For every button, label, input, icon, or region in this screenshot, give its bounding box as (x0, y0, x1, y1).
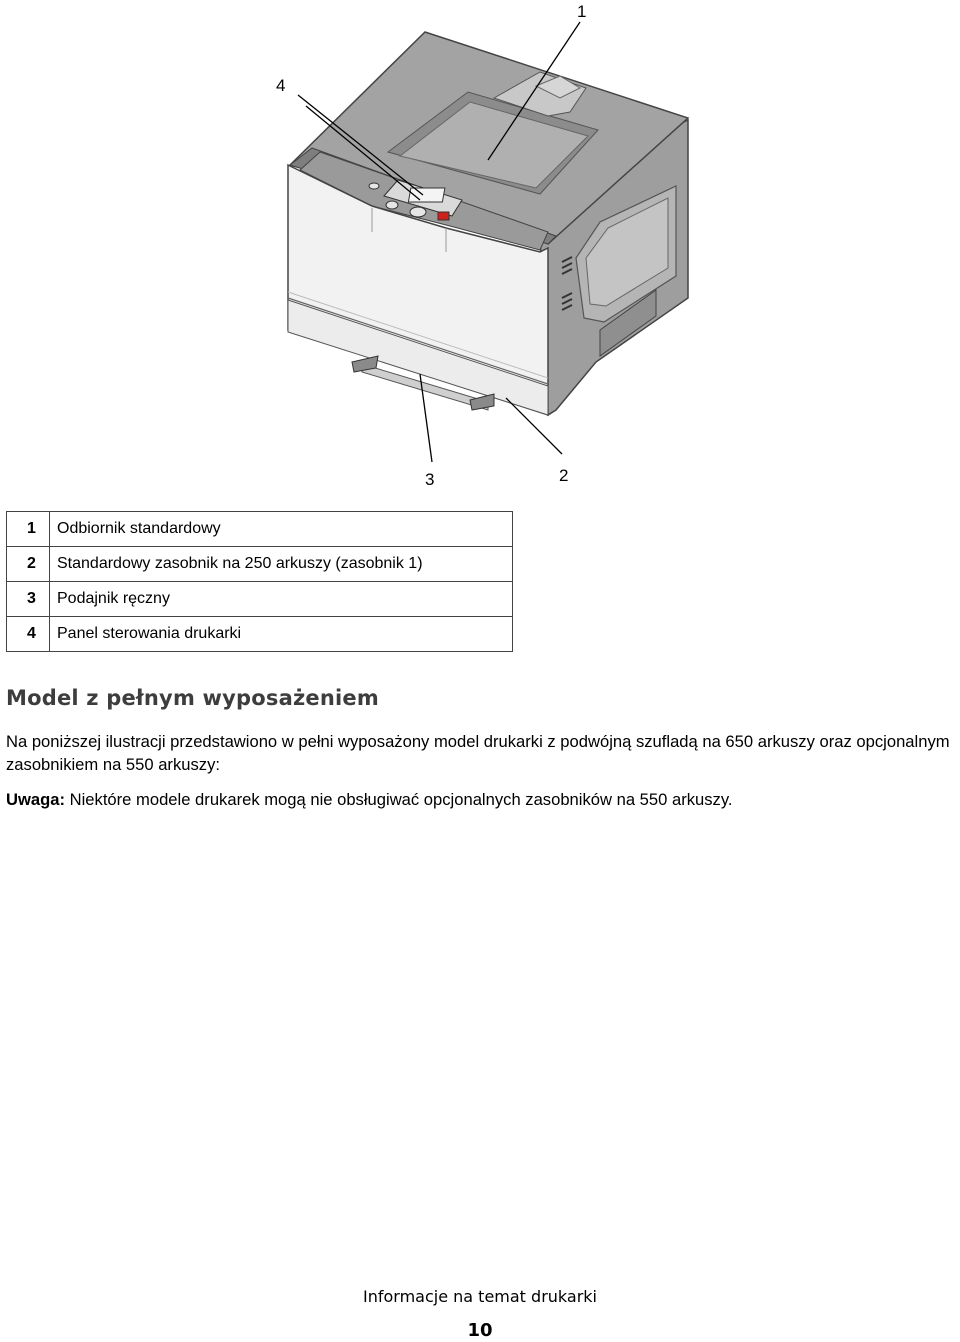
legend-row (7, 617, 513, 652)
callout-4: 4 (276, 76, 286, 95)
legend-row (7, 512, 513, 547)
legend-table (6, 511, 513, 652)
legend-number: 4 (7, 617, 50, 652)
legend-number: 1 (7, 512, 50, 547)
legend-label: Standardowy zasobnik na 250 arkuszy (zasobnik 1) (50, 547, 513, 582)
callout-1: 1 (577, 2, 587, 21)
section-paragraph: Na poniższej ilustracji przedstawiono w pełni wyposażony model drukarki z podwójną szufladą na 650 arkuszy oraz opcjonalnym zasobnikiem na 550 arkuszy: (6, 732, 950, 774)
legend-label: Odbiornik standardowy (50, 512, 513, 547)
legend-label: Podajnik ręczny (50, 582, 513, 617)
page-number: 10 (467, 1320, 493, 1341)
section-heading: Model z pełnym wyposażeniem (6, 686, 379, 710)
legend-row (7, 582, 513, 617)
footer-title: Informacje na temat drukarki (363, 1287, 597, 1306)
printer-figure (0, 0, 960, 500)
legend-label: Panel sterowania drukarki (50, 617, 513, 652)
legend-row (7, 547, 513, 582)
note-text: Niektóre modele drukarek mogą nie obsługiwać opcjonalnych zasobników na 550 arkuszy. (65, 790, 733, 809)
callout-2: 2 (559, 466, 569, 485)
printer-illustration (0, 0, 960, 500)
legend-number: 3 (7, 582, 50, 617)
callout-3: 3 (425, 470, 435, 489)
legend-number: 2 (7, 547, 50, 582)
note (6, 790, 960, 810)
note-label: Uwaga: (6, 790, 66, 809)
